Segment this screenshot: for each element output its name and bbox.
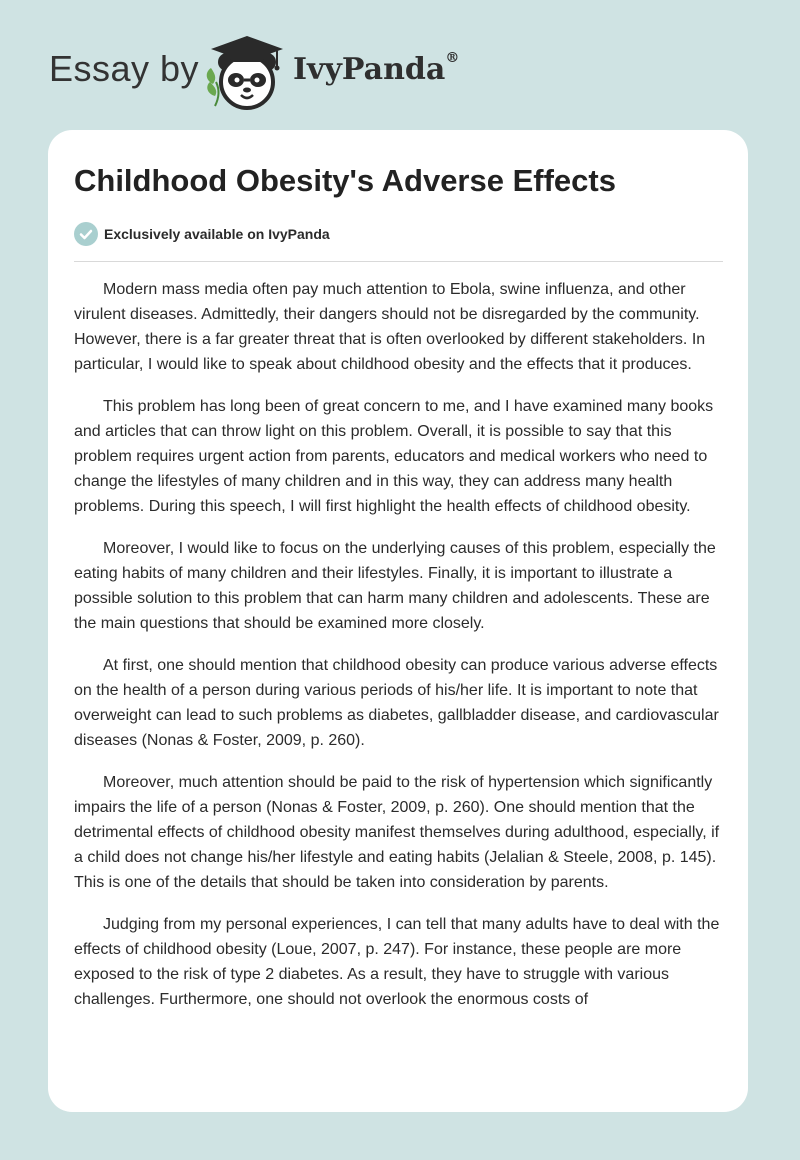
paragraph-3: Moreover, I would like to focus on the underlying causes of this problem, especially the eating habits of many children and their lifestyles. Finally, it is important to illustrate a possible solution to this problem that can harm many children and adolescents. These are the main questions that should be examined more closely. [74, 540, 716, 632]
essay-card [48, 130, 748, 1112]
paragraph-6: Judging from my personal experiences, I can tell that many adults have to deal with the effects of childhood obesity (Loue, 2007, p. 247). For instance, these people are more exposed to the risk of type 2 diabetes. As a result, they have to struggle with various challenges. Furthermore, one should not overlook the enormous costs of [74, 916, 720, 1008]
panda-logo-icon[interactable] [203, 32, 291, 114]
registered-mark: ® [445, 50, 460, 66]
site-header [0, 0, 800, 128]
exclusive-badge [74, 222, 330, 246]
page-title: Childhood Obesity's Adverse Effects [74, 163, 616, 198]
check-circle-icon [74, 222, 98, 246]
paragraph-5: Moreover, much attention should be paid to the risk of hypertension which significantly impairs the life of a person (Nonas & Foster, 2009, p. 260). One should mention that the detrimental effects of childhood obesity manifest themselves during adulthood, especially, if a child does not change his/her lifestyle and eating habits (Jelalian & Steele, 2008, p. 145). This is one of the details that should be taken into consideration by parents. [74, 774, 720, 891]
title-divider [74, 261, 723, 262]
ivypanda-brand-name[interactable]: IvyPanda® [293, 50, 460, 87]
paragraph-4: At first, one should mention that childhood obesity can produce various adverse effects on the health of a person during various periods of his/her life. It is important to note that overweight can lead to such problems as diabetes, gallbladder disease, and cardiovascular diseases (Nonas & Foster, 2009, p. 260). [74, 657, 719, 749]
essay-body [74, 277, 729, 1029]
essay-by-label: Essay by [49, 48, 200, 89]
exclusive-label: Exclusively available on IvyPanda [104, 226, 330, 242]
paragraph-2: This problem has long been of great concern to me, and I have examined many books and articles that can throw light on this problem. Overall, it is possible to say that this problem requires urgent action from parents, educators and medical workers who need to change the lifestyles of many children and in this way, they can address many health problems. During this speech, I will first highlight the health effects of childhood obesity. [74, 398, 714, 515]
paragraph-1: Modern mass media often pay much attention to Ebola, swine influenza, and other virulent diseases. Admittedly, their dangers should not be disregarded by the community. However, there is a far greater threat that is often overlooked by different stakeholders. In particular, I would like to speak about childhood obesity and the effects that it produces. [74, 281, 706, 373]
